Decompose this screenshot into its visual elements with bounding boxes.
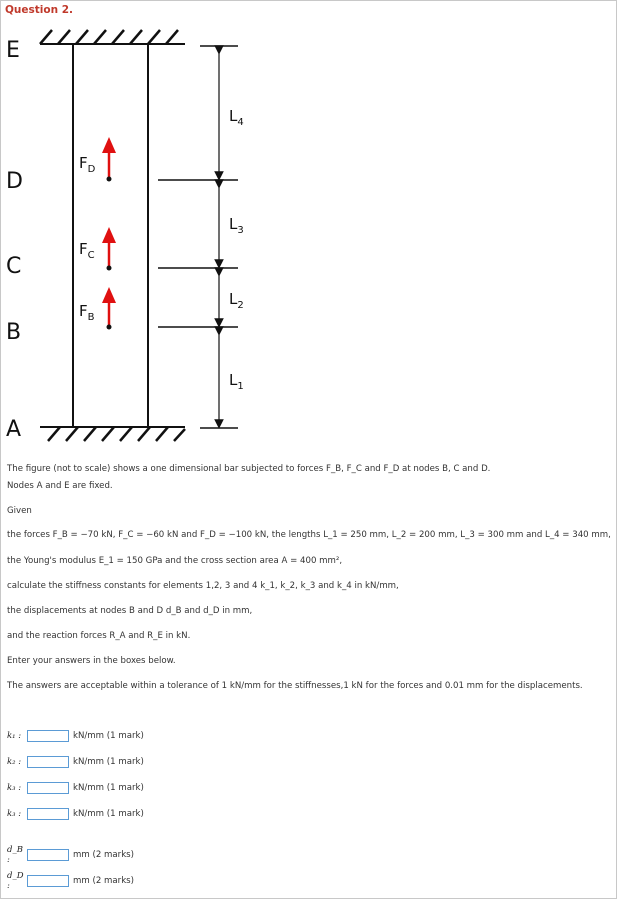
force-label-fc: $F_C$ [79,240,95,261]
dimension-lines [158,46,238,428]
length-label-l1: $L_1$ [229,371,244,392]
answer-row-db [7,845,135,865]
force-arrow-fc [102,227,116,271]
intro-line-2: Nodes A and E are fixed. [7,481,113,491]
stiffness-instruction: calculate the stiffness constants for elements 1,2, 3 and 4 k_1, k_2, k_3 and k_4 in kN/mm, [7,581,399,591]
node-label-b: B [6,320,22,345]
node-label-a: A [6,417,22,442]
answer-unit-k2: kN/mm (1 mark) [73,757,144,767]
node-label-e: E [6,38,20,63]
force-arrow-fb [102,287,116,330]
intro-line-1: The figure (not to scale) shows a one dimensional bar subjected to forces F_B, F_C and F_D at nodes B, C and D. [7,464,491,474]
k3-input[interactable] [27,782,69,794]
k2-input[interactable] [27,756,69,768]
answer-unit-k3: kN/mm (1 mark) [73,783,144,793]
answer-label-k3: k₃ : [7,783,22,793]
answer-row-dd [7,871,135,891]
forces-lengths-line: the forces F_B = −70 kN, F_C = −60 kN and F_D = −100 kN, the lengths L_1 = 250 mm, L_2 = 200 mm, L_3 = 300 mm and L_4 = 340 mm, [7,530,611,540]
enter-answers-line: Enter your answers in the boxes below. [7,656,176,666]
answer-row-k2 [7,755,144,769]
length-label-l2: $L_2$ [229,290,244,311]
force-label-fd: $F_D$ [79,154,96,175]
top-fixed-support [40,30,185,44]
node-label-c: C [6,254,22,279]
youngs-modulus-line: the Young's modulus E_1 = 150 GPa and the cross section area A = 400 mm², [7,556,343,566]
k4-input[interactable] [27,808,69,820]
node-label-d: D [6,169,23,194]
dd-input[interactable] [27,875,69,887]
answer-unit-k1: kN/mm (1 mark) [73,731,144,741]
displacement-instruction: the displacements at nodes B and D d_B and d_D in mm, [7,606,253,616]
db-input[interactable] [27,849,69,861]
question-title: Question 2. [5,4,74,16]
answer-row-k4 [7,807,144,821]
k1-input[interactable] [27,730,69,742]
given-heading: Given [7,506,32,516]
answer-label-k2: k₂ : [7,757,22,767]
reaction-instruction: and the reaction forces R_A and R_E in kN. [7,631,191,641]
length-label-l3: $L_3$ [229,215,244,236]
answer-label-dd: d_D : [7,871,24,891]
answer-label-k1: k₁ : [7,731,22,741]
answer-label-db: d_B : [7,845,23,865]
bottom-fixed-support [40,427,185,441]
force-arrow-fd [102,137,116,182]
length-label-l4: $L_4$ [229,107,244,128]
answer-label-k4: k₃ : [7,809,22,819]
tolerance-line: The answers are acceptable within a tolerance of 1 kN/mm for the stiffnesses,1 kN for the forces and 0.01 mm for the displacements. [7,681,583,691]
force-label-fb: $F_B$ [79,302,95,323]
answer-row-k3 [7,781,144,795]
answer-row-k1 [7,729,144,743]
answer-unit-db: mm (2 marks) [73,850,135,860]
answer-unit-k4: kN/mm (1 mark) [73,809,144,819]
answer-unit-dd: mm (2 marks) [73,876,135,886]
